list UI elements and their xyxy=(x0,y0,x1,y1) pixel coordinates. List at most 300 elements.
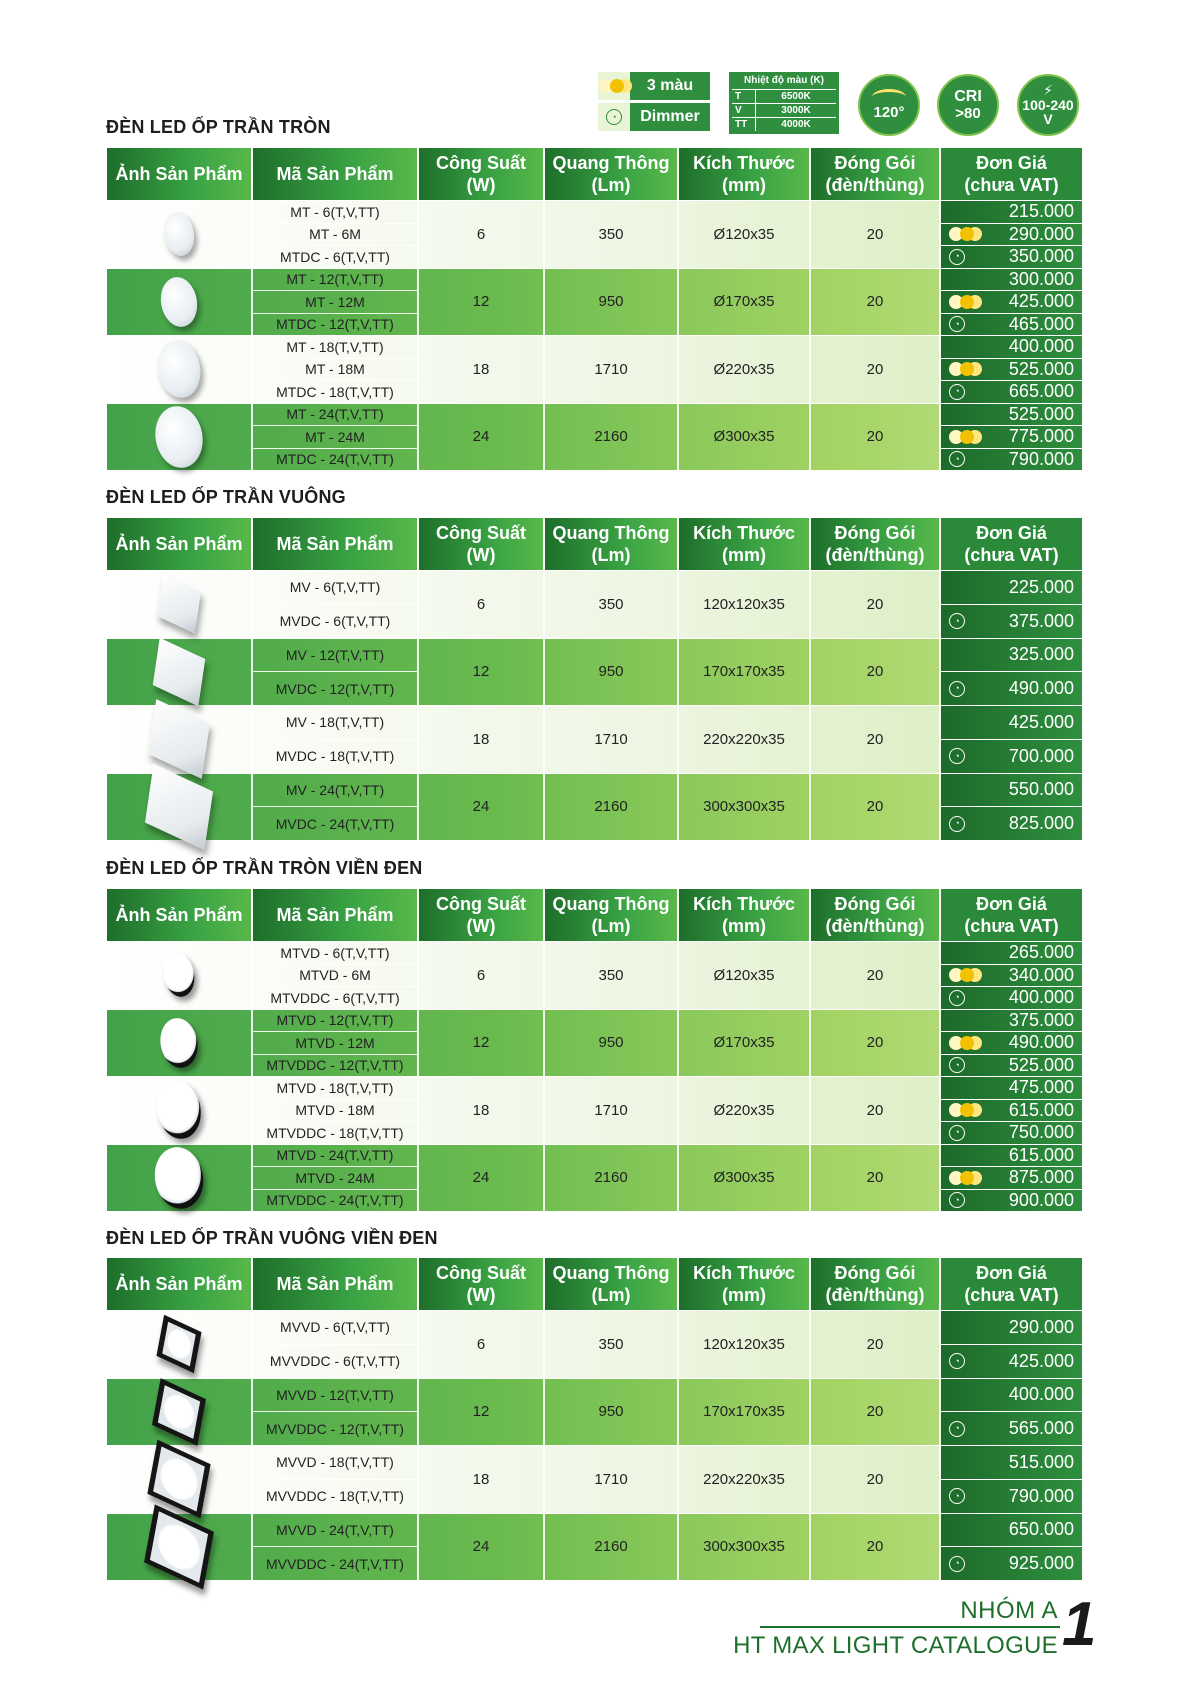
table-row xyxy=(107,941,1082,1009)
product-code: MTVD - 18M xyxy=(253,1100,417,1123)
price xyxy=(941,449,1082,471)
dimmer-icon: ◔ xyxy=(949,1488,965,1504)
header-label: Đóng Gói xyxy=(834,893,916,914)
size-cell: 120x120x35 xyxy=(679,571,811,638)
header-label: (chưa VAT) xyxy=(964,545,1059,565)
size-cell: Ø170x35 xyxy=(679,1010,811,1077)
product-code: MTDC - 18(T,V,TT) xyxy=(276,383,394,400)
product-code: MTVDDC - 12(T,V,TT) xyxy=(266,1057,404,1074)
lumen-cell: 2160 xyxy=(545,774,679,841)
product-image xyxy=(157,1015,202,1071)
product-code: MTVD - 12M xyxy=(253,1032,417,1055)
price-value: 290.000 xyxy=(1008,1316,1074,1337)
product-code-cell xyxy=(253,639,419,706)
header-price xyxy=(941,1258,1082,1310)
price-value: 700.000 xyxy=(1008,745,1074,766)
product-code: MVVDDC - 24(T,V,TT) xyxy=(266,1555,404,1572)
price xyxy=(941,1514,1082,1548)
power-cell: 18 xyxy=(419,336,545,403)
size-cell: Ø170x35 xyxy=(679,269,811,336)
price xyxy=(941,381,1082,403)
price xyxy=(941,1032,1082,1055)
price-table xyxy=(107,1258,1082,1580)
price-table xyxy=(107,889,1082,1211)
legend-three-color: 3 màu xyxy=(598,72,710,100)
cri-badge: CRI >80 xyxy=(937,74,999,136)
product-code-cell xyxy=(253,404,419,471)
price-value: 825.000 xyxy=(1008,813,1074,834)
price-cell xyxy=(941,706,1082,773)
price-value: 925.000 xyxy=(1008,1553,1074,1574)
price-cell xyxy=(941,404,1082,471)
temp-row: T 6500K xyxy=(732,89,836,103)
header-label: Quang Thông xyxy=(552,522,670,543)
product-code: MTDC - 6(T,V,TT) xyxy=(280,248,390,265)
dimmer-icon: ◔ xyxy=(949,1421,965,1437)
price-value: 790.000 xyxy=(1008,448,1074,469)
power-cell: 18 xyxy=(419,1077,545,1144)
table-row xyxy=(107,268,1082,336)
product-code: MT - 24(T,V,TT) xyxy=(253,404,417,427)
price xyxy=(941,291,1082,314)
power-cell: 12 xyxy=(419,1379,545,1446)
product-image xyxy=(153,638,206,706)
header-label: (đèn/thùng) xyxy=(825,175,925,195)
header-label: (chưa VAT) xyxy=(964,916,1059,936)
power-cell: 24 xyxy=(419,774,545,841)
product-code: MVDC - 6(T,V,TT) xyxy=(279,613,391,630)
three-color-icon xyxy=(949,1103,979,1117)
header-lumen xyxy=(545,148,679,200)
price-cell xyxy=(941,1379,1082,1446)
table-row xyxy=(107,705,1082,773)
price-value: 650.000 xyxy=(1008,1519,1074,1540)
header-label: Kích Thước xyxy=(693,152,795,173)
price xyxy=(941,269,1082,292)
header-power xyxy=(419,889,545,941)
pack-cell: 20 xyxy=(811,1145,941,1212)
price-cell xyxy=(941,1514,1082,1581)
table-row xyxy=(107,773,1082,841)
lumen-cell: 1710 xyxy=(545,1077,679,1144)
price xyxy=(941,965,1082,988)
dimmer-icon: ◔ xyxy=(949,613,965,629)
product-code: MV - 12(T,V,TT) xyxy=(253,639,417,673)
price-value: 775.000 xyxy=(1008,426,1074,447)
product-image-cell xyxy=(107,1145,253,1212)
product-image xyxy=(160,951,198,1000)
power-cell: 6 xyxy=(419,571,545,638)
dimmer-icon: ◔ xyxy=(949,316,965,332)
price-value: 300.000 xyxy=(1008,268,1074,289)
lumen-cell: 1710 xyxy=(545,336,679,403)
dimmer-icon: ◔ xyxy=(949,384,965,400)
table-row xyxy=(107,1310,1082,1378)
price xyxy=(941,672,1082,705)
section-title: ĐÈN LED ỐP TRẦN VUÔNG VIỀN ĐEN xyxy=(106,1228,438,1248)
product-image xyxy=(150,1143,208,1212)
table-row xyxy=(107,200,1082,268)
lumen-cell: 1710 xyxy=(545,706,679,773)
power-cell: 6 xyxy=(419,201,545,268)
header-label: (chưa VAT) xyxy=(964,1285,1059,1305)
price-value: 215.000 xyxy=(1008,201,1074,222)
header-label: (Lm) xyxy=(591,545,631,565)
dimmer-icon: ◔ xyxy=(949,748,965,764)
lightning-icon: ⚡ xyxy=(1043,81,1053,98)
price xyxy=(941,1077,1082,1100)
price xyxy=(941,426,1082,449)
price-value: 900.000 xyxy=(1008,1189,1074,1210)
price-value: 290.000 xyxy=(1008,223,1074,244)
dimmer-icon: ◔ xyxy=(949,1353,965,1369)
size-cell: 120x120x35 xyxy=(679,1311,811,1378)
lumen-cell: 2160 xyxy=(545,1145,679,1212)
header-lumen xyxy=(545,518,679,570)
product-code: MVVDDC - 12(T,V,TT) xyxy=(266,1420,404,1437)
header-pack xyxy=(811,148,941,200)
header-pack xyxy=(811,518,941,570)
header-price xyxy=(941,518,1082,570)
header-label: Quang Thông xyxy=(552,893,670,914)
product-code: MVDC - 12(T,V,TT) xyxy=(275,680,395,697)
power-cell: 24 xyxy=(419,1145,545,1212)
header-label: Kích Thước xyxy=(693,1262,795,1283)
dimmer-icon: ◔ xyxy=(949,1125,965,1141)
product-code: MTVDDC - 24(T,V,TT) xyxy=(266,1192,404,1209)
header-label: Ảnh Sản Phẩm xyxy=(115,1273,243,1294)
price xyxy=(941,571,1082,605)
table-header xyxy=(107,1258,1082,1310)
price-value: 525.000 xyxy=(1008,1054,1074,1075)
price xyxy=(941,987,1082,1009)
product-code-cell xyxy=(253,1446,419,1513)
lumen-cell: 950 xyxy=(545,1379,679,1446)
product-code-cell xyxy=(253,706,419,773)
header-label: Đóng Gói xyxy=(834,522,916,543)
dimmer-icon: ◔ xyxy=(949,681,965,697)
lumen-cell: 350 xyxy=(545,201,679,268)
product-code: MV - 6(T,V,TT) xyxy=(253,571,417,605)
color-temperature-box: Nhiệt độ màu (K) T 6500K V 3000K TT 4000K xyxy=(729,72,839,134)
header-label: Mã Sản Phẩm xyxy=(276,163,394,184)
header-image xyxy=(107,518,253,570)
price xyxy=(941,1100,1082,1123)
pack-cell: 20 xyxy=(811,201,941,268)
price-value: 400.000 xyxy=(1008,987,1074,1008)
product-code: MTVDDC - 6(T,V,TT) xyxy=(270,989,400,1006)
product-image xyxy=(151,402,208,471)
product-image-cell xyxy=(107,639,253,706)
header-pack xyxy=(811,889,941,941)
price xyxy=(941,1010,1082,1033)
product-code: MT - 12(T,V,TT) xyxy=(253,269,417,292)
dimmer-icon: ◔ xyxy=(949,1192,965,1208)
header-label: (W) xyxy=(466,545,496,565)
product-image-cell xyxy=(107,269,253,336)
header-power xyxy=(419,518,545,570)
header-size xyxy=(679,1258,811,1310)
price xyxy=(941,1345,1082,1378)
price xyxy=(941,1412,1082,1445)
product-image xyxy=(145,764,213,850)
price-value: 475.000 xyxy=(1008,1077,1074,1098)
product-image-cell xyxy=(107,404,253,471)
lumen-cell: 350 xyxy=(545,942,679,1009)
product-code-cell xyxy=(253,1145,419,1212)
header-label: Ảnh Sản Phẩm xyxy=(115,163,243,184)
header-lumen xyxy=(545,1258,679,1310)
product-image xyxy=(152,1378,206,1446)
header-label: Mã Sản Phẩm xyxy=(276,1273,394,1294)
product-code: MT - 18M xyxy=(253,359,417,382)
price-cell xyxy=(941,1010,1082,1077)
header-lumen xyxy=(545,889,679,941)
price-cell xyxy=(941,571,1082,638)
price-value: 425.000 xyxy=(1008,1350,1074,1371)
three-color-icon xyxy=(949,430,979,444)
pack-cell: 20 xyxy=(811,639,941,706)
dimmer-icon: ◔ xyxy=(949,1556,965,1572)
price-value: 490.000 xyxy=(1008,678,1074,699)
table-row xyxy=(107,1513,1082,1581)
power-cell: 12 xyxy=(419,269,545,336)
header-label: (đèn/thùng) xyxy=(825,545,925,565)
three-color-icon xyxy=(949,1171,979,1185)
power-cell: 6 xyxy=(419,1311,545,1378)
header-label: (mm) xyxy=(722,1285,766,1305)
three-color-icon xyxy=(949,1036,979,1050)
lumen-cell: 950 xyxy=(545,269,679,336)
price-value: 490.000 xyxy=(1008,1032,1074,1053)
header-label: Đóng Gói xyxy=(834,1262,916,1283)
header-code xyxy=(253,889,419,941)
price-value: 225.000 xyxy=(1008,576,1074,597)
pack-cell: 20 xyxy=(811,1010,941,1077)
header-pack xyxy=(811,1258,941,1310)
product-image xyxy=(153,337,205,401)
product-code: MVVD - 24(T,V,TT) xyxy=(253,1514,417,1548)
table-row xyxy=(107,403,1082,471)
product-code-cell xyxy=(253,336,419,403)
product-code: MV - 24(T,V,TT) xyxy=(253,774,417,808)
section-title: ĐÈN LED ỐP TRẦN TRÒN xyxy=(106,117,331,137)
header-size xyxy=(679,518,811,570)
product-code-cell xyxy=(253,1077,419,1144)
price-cell xyxy=(941,336,1082,403)
header-image xyxy=(107,148,253,200)
product-code-cell xyxy=(253,774,419,841)
product-code: MVVD - 12(T,V,TT) xyxy=(253,1379,417,1413)
size-cell: Ø120x35 xyxy=(679,942,811,1009)
header-label: (W) xyxy=(466,175,496,195)
power-cell: 18 xyxy=(419,1446,545,1513)
product-image xyxy=(144,1504,214,1589)
lumen-cell: 2160 xyxy=(545,1514,679,1581)
header-label: (mm) xyxy=(722,916,766,936)
size-cell: Ø220x35 xyxy=(679,336,811,403)
price-cell xyxy=(941,1145,1082,1212)
product-image-cell xyxy=(107,1311,253,1378)
price xyxy=(941,1122,1082,1144)
three-color-icon xyxy=(949,968,979,982)
table-row xyxy=(107,638,1082,706)
header-code xyxy=(253,148,419,200)
pack-cell: 20 xyxy=(811,942,941,1009)
product-code-cell xyxy=(253,571,419,638)
price xyxy=(941,201,1082,224)
table-row xyxy=(107,1009,1082,1077)
product-code: MT - 6(T,V,TT) xyxy=(253,201,417,224)
price-value: 565.000 xyxy=(1008,1418,1074,1439)
header-label: Mã Sản Phẩm xyxy=(276,904,394,925)
product-code-cell xyxy=(253,1514,419,1581)
header-label: (W) xyxy=(466,1285,496,1305)
table-row xyxy=(107,1144,1082,1212)
section-title: ĐÈN LED ỐP TRẦN TRÒN VIỀN ĐEN xyxy=(106,858,423,878)
price-value: 550.000 xyxy=(1008,779,1074,800)
pack-cell: 20 xyxy=(811,1379,941,1446)
power-cell: 12 xyxy=(419,639,545,706)
header-label: (Lm) xyxy=(591,916,631,936)
header-label: Đơn Giá xyxy=(976,522,1047,543)
header-label: Công Suất xyxy=(436,522,526,543)
header-label: (mm) xyxy=(722,545,766,565)
product-image-cell xyxy=(107,201,253,268)
product-code: MV - 18(T,V,TT) xyxy=(253,706,417,740)
pack-cell: 20 xyxy=(811,336,941,403)
dimmer-icon: ◔ xyxy=(949,1057,965,1073)
header-label: Ảnh Sản Phẩm xyxy=(115,904,243,925)
header-label: Đơn Giá xyxy=(976,1262,1047,1283)
product-image xyxy=(157,274,201,329)
section-title: ĐÈN LED ỐP TRẦN VUÔNG xyxy=(106,487,346,507)
price xyxy=(941,1480,1082,1513)
price-cell xyxy=(941,1446,1082,1513)
table-row xyxy=(107,335,1082,403)
table-header xyxy=(107,889,1082,941)
price-cell xyxy=(941,269,1082,336)
table-row xyxy=(107,570,1082,638)
lumen-cell: 2160 xyxy=(545,404,679,471)
pack-cell: 20 xyxy=(811,1514,941,1581)
product-code: MTVD - 18(T,V,TT) xyxy=(253,1077,417,1100)
header-label: (đèn/thùng) xyxy=(825,1285,925,1305)
beam-angle-badge: 120° xyxy=(858,74,920,136)
product-code-cell xyxy=(253,1311,419,1378)
price-value: 400.000 xyxy=(1008,336,1074,357)
lumen-cell: 1710 xyxy=(545,1446,679,1513)
size-cell: 220x220x35 xyxy=(679,706,811,773)
price-value: 375.000 xyxy=(1008,610,1074,631)
price-cell xyxy=(941,1311,1082,1378)
price-value: 350.000 xyxy=(1008,246,1074,267)
product-image-cell xyxy=(107,706,253,773)
header-code xyxy=(253,1258,419,1310)
product-image-cell xyxy=(107,1514,253,1581)
price xyxy=(941,706,1082,740)
temp-row: TT 4000K xyxy=(732,117,836,131)
pack-cell: 20 xyxy=(811,1446,941,1513)
product-image-cell xyxy=(107,1379,253,1446)
pack-cell: 20 xyxy=(811,1077,941,1144)
table-header xyxy=(107,148,1082,200)
product-code: MTDC - 12(T,V,TT) xyxy=(276,316,394,333)
three-color-icon xyxy=(949,227,979,241)
price xyxy=(941,639,1082,673)
power-cell: 18 xyxy=(419,706,545,773)
product-code: MTVD - 24M xyxy=(253,1167,417,1190)
price xyxy=(941,359,1082,382)
price-table xyxy=(107,518,1082,840)
price xyxy=(941,942,1082,965)
size-cell: 300x300x35 xyxy=(679,774,811,841)
price xyxy=(941,404,1082,427)
header-label: Đơn Giá xyxy=(976,893,1047,914)
price-value: 615.000 xyxy=(1008,1099,1074,1120)
product-code: MT - 18(T,V,TT) xyxy=(253,336,417,359)
size-cell: 170x170x35 xyxy=(679,639,811,706)
dimmer-icon: ◔ xyxy=(606,109,622,125)
header-label: (mm) xyxy=(722,175,766,195)
header-image xyxy=(107,889,253,941)
price xyxy=(941,807,1082,840)
price-value: 525.000 xyxy=(1008,358,1074,379)
price xyxy=(941,1547,1082,1580)
power-cell: 12 xyxy=(419,1010,545,1077)
header-size xyxy=(679,148,811,200)
table-row xyxy=(107,1378,1082,1446)
footer-divider xyxy=(760,1626,1060,1628)
price xyxy=(941,224,1082,247)
header-price xyxy=(941,889,1082,941)
size-cell: 170x170x35 xyxy=(679,1379,811,1446)
power-cell: 24 xyxy=(419,404,545,471)
header-code xyxy=(253,518,419,570)
three-color-icon xyxy=(949,362,979,376)
header-label: Đơn Giá xyxy=(976,152,1047,173)
legend-dimmer: ◔ Dimmer xyxy=(598,103,710,131)
price-value: 425.000 xyxy=(1008,711,1074,732)
header-label: (W) xyxy=(466,916,496,936)
header-label: Ảnh Sản Phẩm xyxy=(115,533,243,554)
header-label: Kích Thước xyxy=(693,893,795,914)
footer-group: NHÓM A xyxy=(960,1597,1058,1624)
pack-cell: 20 xyxy=(811,404,941,471)
price-value: 465.000 xyxy=(1008,313,1074,334)
product-code: MVDC - 18(T,V,TT) xyxy=(275,748,395,765)
price-value: 615.000 xyxy=(1008,1144,1074,1165)
product-code-cell xyxy=(253,1010,419,1077)
header-label: (Lm) xyxy=(591,175,631,195)
price xyxy=(941,740,1082,773)
price xyxy=(941,1167,1082,1190)
price xyxy=(941,1190,1082,1212)
product-image-cell xyxy=(107,336,253,403)
price-value: 400.000 xyxy=(1008,1384,1074,1405)
product-code: MVDC - 24(T,V,TT) xyxy=(275,815,395,832)
product-code: MT - 6M xyxy=(253,224,417,247)
price xyxy=(941,1145,1082,1168)
price-cell xyxy=(941,201,1082,268)
price-value: 325.000 xyxy=(1008,644,1074,665)
product-code: MTVDDC - 18(T,V,TT) xyxy=(266,1124,404,1141)
price-value: 515.000 xyxy=(1008,1451,1074,1472)
pack-cell: 20 xyxy=(811,571,941,638)
product-code: MVVD - 18(T,V,TT) xyxy=(253,1446,417,1480)
product-code-cell xyxy=(253,201,419,268)
footer-catalogue: HT MAX LIGHT CATALOGUE xyxy=(733,1632,1058,1659)
